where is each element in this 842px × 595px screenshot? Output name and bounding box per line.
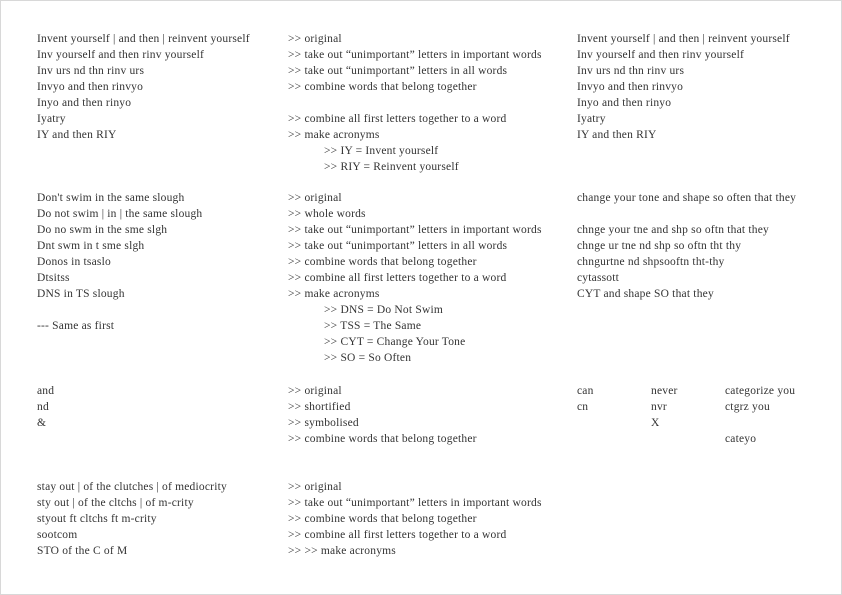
phrase-line: [725, 415, 795, 431]
phrase-line: and: [37, 385, 55, 397]
method-line: >> combine words that belong together: [288, 81, 477, 93]
method-line: >> original: [288, 192, 342, 204]
phrase-line: stay out | of the clutches | of mediocrity: [37, 481, 227, 493]
method-line: >> combine words that belong together: [288, 433, 477, 445]
method-line: >> original: [288, 33, 342, 45]
phrase-line: cytassott: [577, 272, 620, 284]
phrase-line: cn: [577, 401, 589, 413]
method-line: >> original: [288, 385, 342, 397]
acronym-line: >> IY = Invent yourself: [324, 145, 439, 157]
phrase-line: Donos in tsaslo: [37, 256, 111, 268]
method-line: >> combine all first letters together to a word: [288, 272, 507, 284]
phrase-line: Do no swm in the sme slgh: [37, 224, 168, 236]
method-line: >> make acronyms: [288, 288, 380, 300]
exercise-block-and: [1, 383, 842, 453]
phrase-line: IY and then RIY: [37, 129, 117, 141]
word-subcolumn-categorize: [725, 383, 795, 447]
phrase-line: sty out | of the cltchs | of m-crity: [37, 497, 194, 509]
phrase-line: chnge your tne and shp so oftn that they: [577, 224, 769, 236]
phrase-line: Invent yourself | and then | reinvent yourself: [577, 33, 790, 45]
phrase-line: change your tone and shape so often that they: [577, 192, 797, 204]
phrase-line: DNS in TS slough: [37, 288, 125, 300]
phrase-line: [577, 206, 839, 222]
phrase-line: [37, 302, 287, 318]
phrase-line: cateyo: [725, 433, 757, 445]
phrase-line: Inv urs nd thn rinv urs: [37, 65, 145, 77]
phrase-line: chngurtne nd shpsooftn tht-thy: [577, 256, 725, 268]
method-column: [288, 190, 576, 366]
phrase-column-change-tone: [577, 190, 839, 302]
method-line: >> combine all first letters together to a word: [288, 529, 507, 541]
method-line: >> take out “unimportant” letters in all words: [288, 240, 508, 252]
method-line: >> make acronyms: [288, 129, 380, 141]
phrase-line: Inyo and then rinyo: [37, 97, 132, 109]
phrase-line: Invyo and then rinvyo: [577, 81, 684, 93]
phrase-line: Do not swim | in | the same slough: [37, 208, 203, 220]
phrase-line: categorize you: [725, 385, 796, 397]
phrase-column-original: [37, 383, 287, 431]
method-column: [288, 31, 576, 175]
exercise-block-invent-yourself: [1, 31, 842, 181]
word-subcolumn-can: [577, 383, 594, 415]
method-line: >> take out “unimportant” letters in important words: [288, 224, 542, 236]
phrase-line: Inv yourself and then rinv yourself: [37, 49, 205, 61]
phrase-line: can: [577, 385, 594, 397]
phrase-line: nd: [37, 401, 49, 413]
method-column: [288, 383, 576, 447]
phrase-column-repeat: [577, 31, 839, 143]
phrase-column-original: [37, 31, 287, 143]
phrase-line: Inyo and then rinyo: [577, 97, 672, 109]
word-subcolumn-never: [651, 383, 678, 431]
phrase-line: sootcom: [37, 529, 78, 541]
method-column: [288, 479, 576, 559]
phrase-line: styout ft cltchs ft m-crity: [37, 513, 157, 525]
method-line: >> whole words: [288, 208, 366, 220]
acronym-line: >> SO = So Often: [324, 352, 412, 364]
phrase-line: STO of the C of M: [37, 545, 128, 557]
phrase-line: chnge ur tne nd shp so oftn tht thy: [577, 240, 742, 252]
phrase-line: Iyatry: [37, 113, 66, 125]
phrase-line: never: [651, 385, 678, 397]
phrase-line: Iyatry: [577, 113, 606, 125]
acronym-line: >> RIY = Reinvent yourself: [324, 161, 459, 173]
method-line: >> take out “unimportant” letters in important words: [288, 49, 542, 61]
phrase-line: Dtsitss: [37, 272, 70, 284]
phrase-line: Inv urs nd thn rinv urs: [577, 65, 685, 77]
phrase-line: Invyo and then rinvyo: [37, 81, 144, 93]
acronym-line: >> CYT = Change Your Tone: [324, 336, 466, 348]
phrase-line: ctgrz you: [725, 401, 770, 413]
phrase-column-original: [37, 190, 287, 334]
method-line: >> combine words that belong together: [288, 256, 477, 268]
acronym-line: >> TSS = The Same: [324, 320, 422, 332]
phrase-line: IY and then RIY: [577, 129, 657, 141]
phrase-line: CYT and shape SO that they: [577, 288, 714, 300]
phrase-line: --- Same as first: [37, 320, 115, 332]
phrase-line: Dnt swm in t sme slgh: [37, 240, 145, 252]
phrase-line: Don't swim in the same slough: [37, 192, 185, 204]
method-line: >> original: [288, 481, 342, 493]
method-line: >> >> make acronyms: [288, 545, 396, 557]
phrase-line: &: [37, 417, 47, 429]
exercise-block-stay-out: [1, 479, 842, 569]
method-line: >> combine all first letters together to a word: [288, 113, 507, 125]
exercise-block-dont-swim: [1, 190, 842, 374]
phrase-line: X: [651, 417, 660, 429]
phrase-column-original: [37, 479, 287, 559]
phrase-line: Inv yourself and then rinv yourself: [577, 49, 745, 61]
phrase-line: nvr: [651, 401, 667, 413]
method-line: >> combine words that belong together: [288, 513, 477, 525]
method-line: [288, 95, 576, 111]
phrase-line: Invent yourself | and then | reinvent yourself: [37, 33, 250, 45]
method-line: >> symbolised: [288, 417, 359, 429]
method-line: >> take out “unimportant” letters in all words: [288, 65, 508, 77]
acronym-line: >> DNS = Do Not Swim: [324, 304, 443, 316]
method-line: >> take out “unimportant” letters in important words: [288, 497, 542, 509]
method-line: >> shortified: [288, 401, 351, 413]
